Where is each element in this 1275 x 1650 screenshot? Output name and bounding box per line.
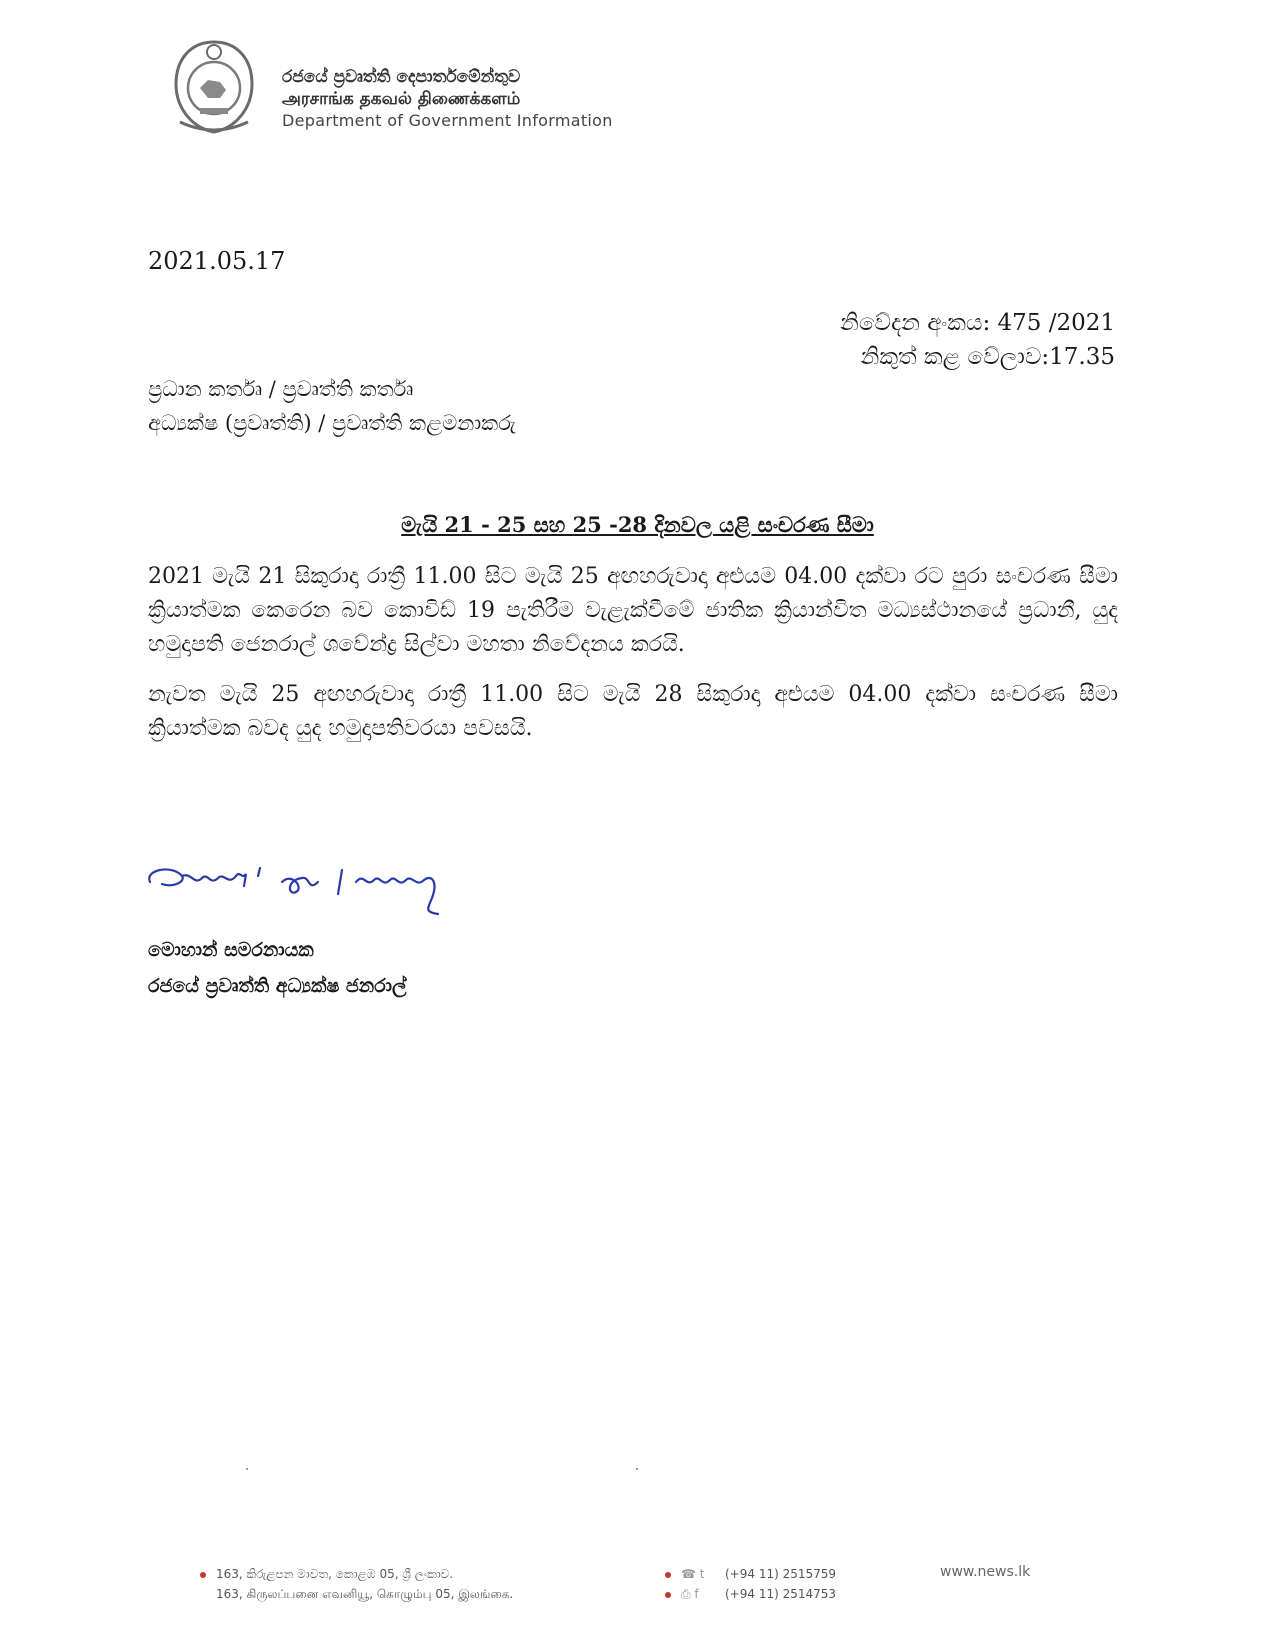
signer-block	[148, 932, 406, 1004]
org-name-tamil: அரசாங்க தகவல் திணைக்களம்	[282, 89, 521, 109]
fax-number: (+94 11) 2514753	[725, 1587, 837, 1601]
fax-bullet-icon	[665, 1592, 671, 1598]
issued-time: නිකුත් කළ වේලාව:17.35	[860, 344, 1115, 370]
address-sinhala: 163, කිරුළපන මාවත, කොළඹ 05, ශ්‍රී ලංකාව.	[216, 1567, 454, 1581]
letterhead	[170, 38, 670, 138]
footer-contact	[665, 1564, 836, 1604]
footer	[0, 1560, 1275, 1650]
fax-icon: ⎙ f	[681, 1587, 699, 1601]
phone-icon: ☎ t	[681, 1567, 705, 1581]
phone-bullet-icon	[665, 1572, 671, 1578]
body-paragraph: 2021 මැයි 21 සිකුරාදා රාත්‍රී 11.00 සිට මැයි 25 අඟහරුවාදා අළුයම 04.00 දක්වා රට පුරා සංචරණ සීමා ක්‍රියාත්මක කෙරෙන බව කොවිඩ් 19 පැතිරීම වැළැක්වීමේ ජාතික ක්‍රියාන්විත මධ්‍යස්ථානයේ ප්‍රධානී, යුද හමුදාපති ජෙනරාල් ශවේන්ද්‍ර සිල්වා මහතා නිවේදනය කරයි.	[148, 564, 1118, 657]
recipient-line: අධ්‍යක්ෂ (ප්‍රවෘත්ති) / ප්‍රවෘත්ති කළමනාකරු	[148, 411, 516, 435]
org-name-sinhala: රජයේ ප්‍රවෘත්ති දෙපාර්තමේන්තුව	[282, 67, 521, 87]
footer-address	[200, 1564, 513, 1604]
body-paragraph: නැවත මැයි 25 අඟහරුවාදා රාත්‍රී 11.00 සිට මැයි 28 සිකුරාදා අළුයම 04.00 දක්වා සංචරණ සීමා ක්‍රියාත්මක බවද යුද හමුදාපතිවරයා පවසයි.	[148, 682, 1118, 741]
footer-website: www.news.lk	[940, 1564, 1031, 1580]
handwritten-signature	[142, 852, 472, 922]
reference-block	[840, 306, 1115, 374]
phone-number: (+94 11) 2515759	[725, 1567, 837, 1581]
recipients	[148, 372, 516, 440]
address-tamil: 163, கிருலப்பனை எவனியூ, கொழும்பு 05, இலங்கை.	[216, 1587, 514, 1601]
sri-lanka-emblem-icon	[170, 38, 258, 136]
notice-number: නිවේදන අංකය: 475 /2021	[840, 310, 1115, 336]
body-text	[148, 560, 1118, 762]
subject-heading: මැයි 21 - 25 සහ 25 -28 දිනවල යළි සංචරණ සීමා	[401, 512, 874, 537]
signer-name: මොහාන් සමරනායක	[148, 939, 314, 961]
location-bullet-icon	[200, 1572, 206, 1578]
document-date: 2021.05.17	[148, 247, 286, 275]
org-name-english: Department of Government Information	[282, 111, 613, 130]
signer-title: රජයේ ප්‍රවෘත්ති අධ්‍යක්ෂ ජනරාල්	[148, 975, 407, 997]
recipient-line: ප්‍රධාන කර්තෘ / ප්‍රවෘත්ති කර්තෘ	[148, 377, 414, 401]
